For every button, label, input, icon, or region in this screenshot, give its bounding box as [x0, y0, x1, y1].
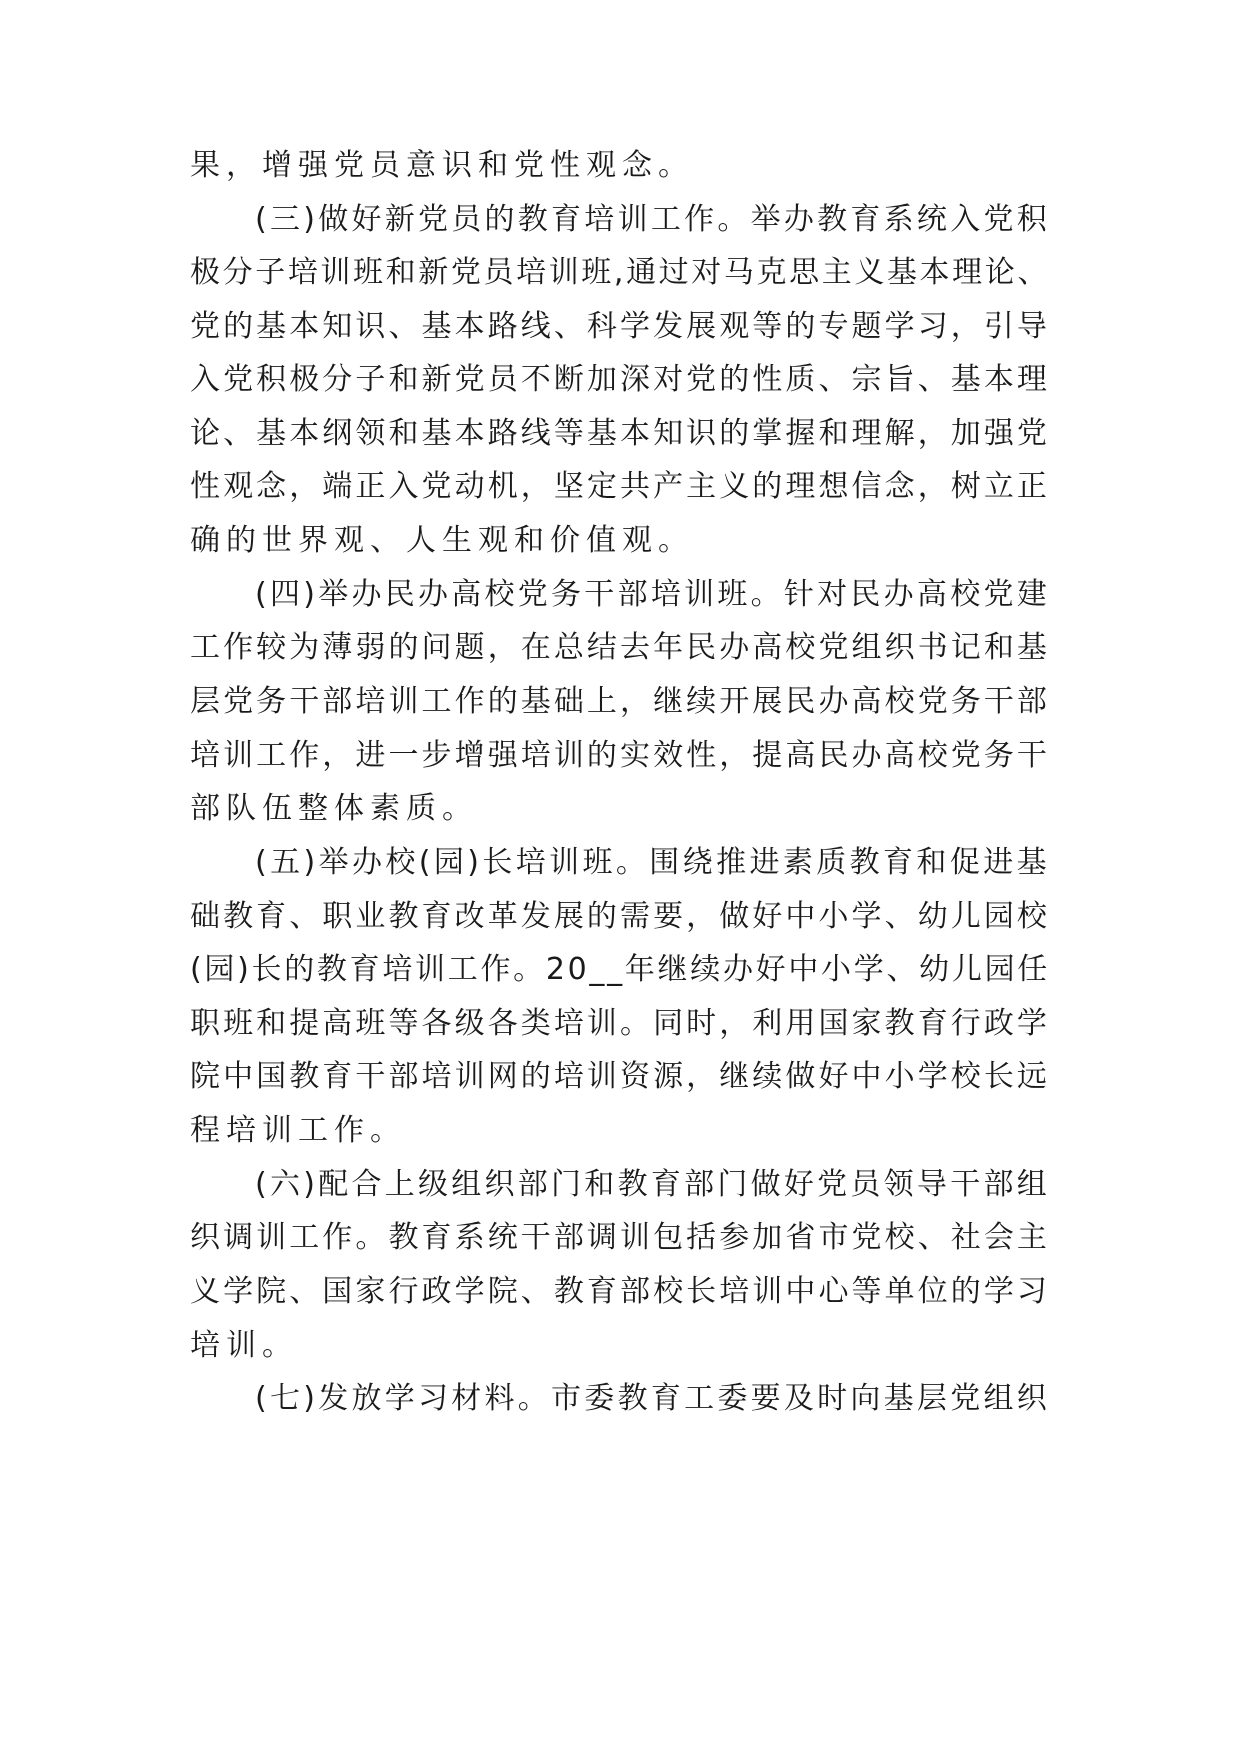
- text-line: 培训工作，进一步增强培训的实效性，提高民办高校党务干: [190, 738, 1050, 773]
- text-line: 入党积极分子和新党员不断加深对党的性质、宗旨、基本理: [190, 362, 1050, 397]
- paragraph-first-line: (六)配合上级组织部门和教育部门做好党员领导干部组: [255, 1167, 1050, 1202]
- text-line: 职班和提高班等各级各类培训。同时，利用国家教育行政学: [190, 1006, 1050, 1041]
- paragraph-first-line: (三)做好新党员的教育培训工作。举办教育系统入党积: [255, 202, 1050, 237]
- text-line: 极分子培训班和新党员培训班,通过对马克思主义基本理论、: [190, 255, 1050, 290]
- text-line: 义学院、国家行政学院、教育部校长培训中心等单位的学习: [190, 1274, 1050, 1309]
- text-line: 程培训工作。: [190, 1113, 406, 1148]
- paragraph-first-line: (四)举办民办高校党务干部培训班。针对民办高校党建: [255, 577, 1050, 612]
- paragraph-first-line: (七)发放学习材料。市委教育工委要及时向基层党组织: [255, 1381, 1050, 1416]
- paragraph-first-line: (五)举办校(园)长培训班。围绕推进素质教育和促进基: [255, 845, 1050, 880]
- text-line: 织调训工作。教育系统干部调训包括参加省市党校、社会主: [190, 1220, 1050, 1255]
- text-line: 果，增强党员意识和党性观念。: [190, 148, 694, 183]
- text-line: 培训。: [190, 1328, 298, 1363]
- text-line: 础教育、职业教育改革发展的需要，做好中小学、幼儿园校: [190, 899, 1050, 934]
- text-line: (园)长的教育培训工作。20__年继续办好中小学、幼儿园任: [190, 952, 1050, 987]
- text-line: 院中国教育干部培训网的培训资源，继续做好中小学校长远: [190, 1059, 1050, 1094]
- text-line: 论、基本纲领和基本路线等基本知识的掌握和理解，加强党: [190, 416, 1050, 451]
- text-line: 性观念，端正入党动机，坚定共产主义的理想信念，树立正: [190, 469, 1050, 504]
- text-line: 确的世界观、人生观和价值观。: [190, 523, 694, 558]
- text-line: 党的基本知识、基本路线、科学发展观等的专题学习，引导: [190, 309, 1050, 344]
- text-line: 层党务干部培训工作的基础上，继续开展民办高校党务干部: [190, 684, 1050, 719]
- text-line: 部队伍整体素质。: [190, 791, 478, 826]
- text-line: 工作较为薄弱的问题，在总结去年民办高校党组织书记和基: [190, 630, 1050, 665]
